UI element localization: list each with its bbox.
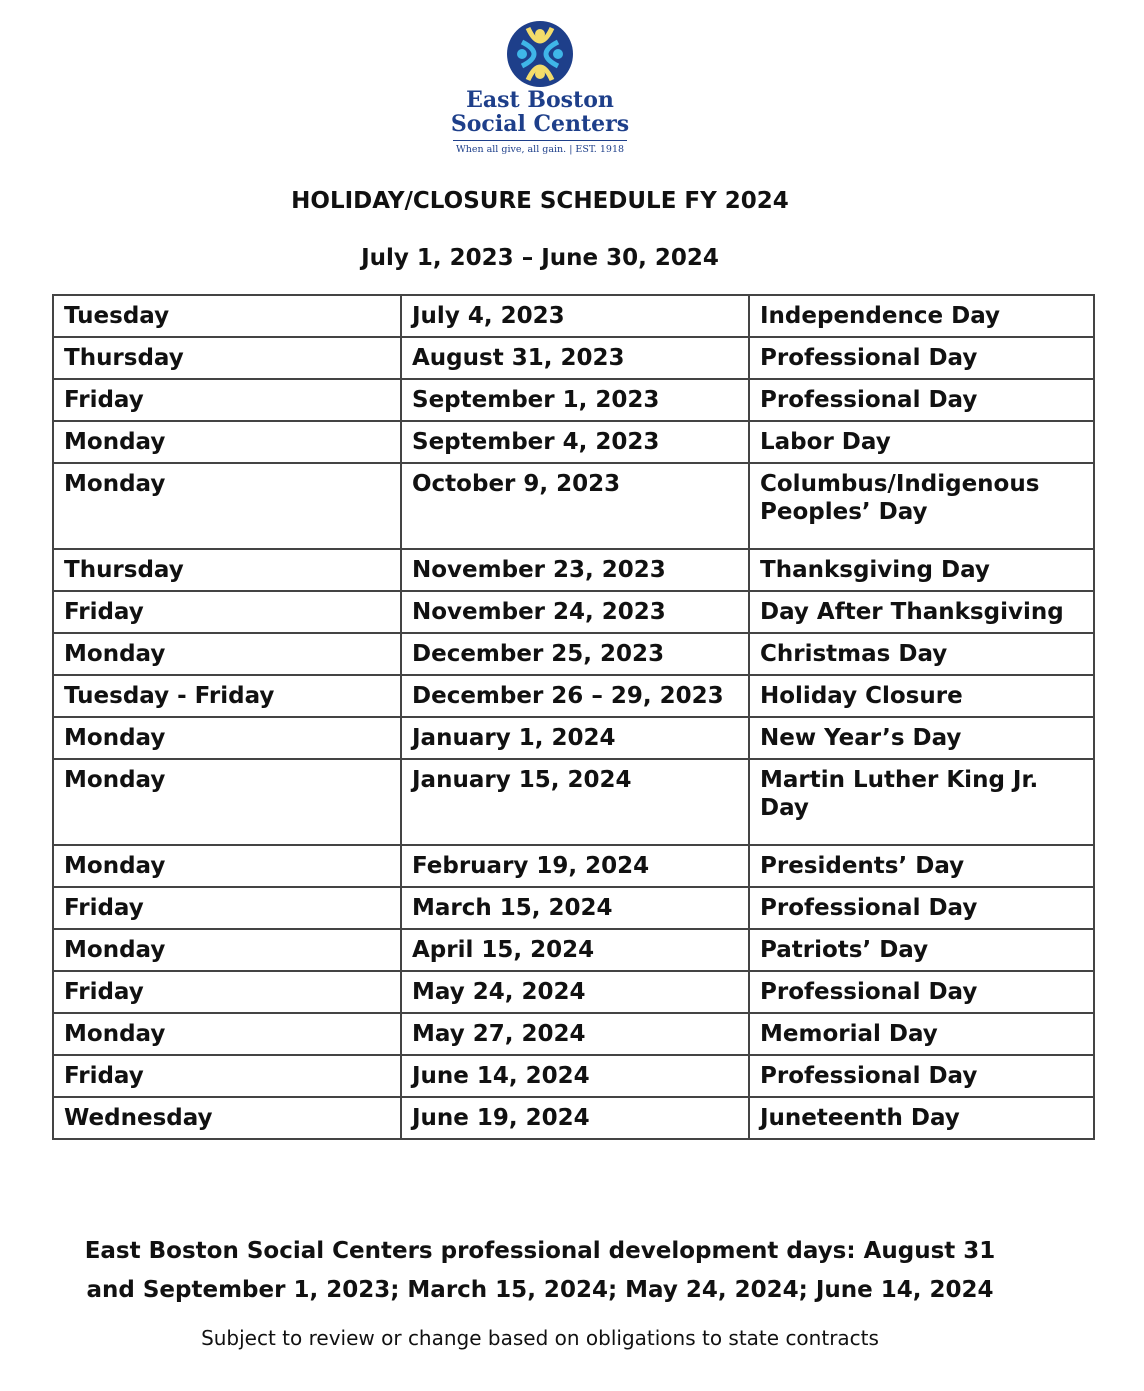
date-cell: June 19, 2024	[401, 1097, 749, 1139]
day-cell: Wednesday	[53, 1097, 401, 1139]
holiday-cell: Professional Day	[749, 379, 1094, 421]
day-cell: Monday	[53, 759, 401, 845]
table-row	[53, 1097, 1094, 1139]
day-cell: Monday	[53, 1013, 401, 1055]
day-cell: Friday	[53, 971, 401, 1013]
professional-days-note: East Boston Social Centers professional development days: August 31 and September 1, 2023; March 15, 2024; May 24, 2024; June 14, 2024	[84, 1238, 996, 1303]
date-cell: November 23, 2023	[401, 549, 749, 591]
holiday-cell: Columbus/Indigenous Peoples’ Day	[749, 463, 1094, 549]
table-row	[53, 759, 1094, 845]
holiday-cell: Martin Luther King Jr. Day	[749, 759, 1094, 845]
logo-tagline: When all give, all gain. | EST. 1918	[455, 144, 625, 155]
table-row	[53, 1055, 1094, 1097]
date-cell: May 27, 2024	[401, 1013, 749, 1055]
day-cell: Friday	[53, 591, 401, 633]
day-cell: Tuesday - Friday	[53, 675, 401, 717]
date-cell: June 14, 2024	[401, 1055, 749, 1097]
day-cell: Monday	[53, 463, 401, 549]
date-cell: July 4, 2023	[401, 295, 749, 337]
table-row	[53, 887, 1094, 929]
table-row	[53, 295, 1094, 337]
disclaimer: Subject to review or change based on obligations to state contracts	[201, 1326, 879, 1350]
logo-emblem-icon	[506, 20, 574, 88]
date-cell: August 31, 2023	[401, 337, 749, 379]
day-cell: Monday	[53, 717, 401, 759]
holiday-cell: Professional Day	[749, 1055, 1094, 1097]
date-cell: March 15, 2024	[401, 887, 749, 929]
day-cell: Friday	[53, 1055, 401, 1097]
table-row	[53, 633, 1094, 675]
holiday-cell: Labor Day	[749, 421, 1094, 463]
date-cell: January 1, 2024	[401, 717, 749, 759]
date-cell: December 26 – 29, 2023	[401, 675, 749, 717]
table-row	[53, 421, 1094, 463]
holiday-cell: Professional Day	[749, 337, 1094, 379]
day-cell: Monday	[53, 633, 401, 675]
table-row	[53, 675, 1094, 717]
day-cell: Friday	[53, 887, 401, 929]
logo-name-line1: East Boston	[466, 87, 614, 113]
day-cell: Monday	[53, 845, 401, 887]
date-cell: January 15, 2024	[401, 759, 749, 845]
date-cell: December 25, 2023	[401, 633, 749, 675]
holiday-cell: Christmas Day	[749, 633, 1094, 675]
holiday-cell: Thanksgiving Day	[749, 549, 1094, 591]
table-row	[53, 591, 1094, 633]
day-cell: Thursday	[53, 549, 401, 591]
table-row	[53, 1013, 1094, 1055]
holiday-cell: Presidents’ Day	[749, 845, 1094, 887]
table-row	[53, 929, 1094, 971]
day-cell: Monday	[53, 421, 401, 463]
table-row	[53, 971, 1094, 1013]
table-row	[53, 337, 1094, 379]
holiday-cell: Professional Day	[749, 971, 1094, 1013]
table-row	[53, 549, 1094, 591]
table-row	[53, 463, 1094, 549]
date-cell: November 24, 2023	[401, 591, 749, 633]
holiday-cell: Day After Thanksgiving	[749, 591, 1094, 633]
date-cell: February 19, 2024	[401, 845, 749, 887]
logo-name-line2: Social Centers	[450, 111, 630, 137]
date-cell: October 9, 2023	[401, 463, 749, 549]
date-cell: September 4, 2023	[401, 421, 749, 463]
organization-logo	[440, 20, 640, 155]
date-cell: April 15, 2024	[401, 929, 749, 971]
day-cell: Tuesday	[53, 295, 401, 337]
table-row	[53, 845, 1094, 887]
logo-divider	[453, 140, 627, 141]
day-cell: Thursday	[53, 337, 401, 379]
holiday-table	[52, 294, 1095, 1140]
day-cell: Friday	[53, 379, 401, 421]
holiday-cell: Holiday Closure	[749, 675, 1094, 717]
date-cell: September 1, 2023	[401, 379, 749, 421]
page-title: HOLIDAY/CLOSURE SCHEDULE FY 2024	[291, 188, 789, 214]
table-row	[53, 717, 1094, 759]
holiday-cell: Patriots’ Day	[749, 929, 1094, 971]
holiday-cell: Memorial Day	[749, 1013, 1094, 1055]
date-range: July 1, 2023 – June 30, 2024	[361, 245, 719, 271]
holiday-cell: Independence Day	[749, 295, 1094, 337]
date-cell: May 24, 2024	[401, 971, 749, 1013]
holiday-cell: Professional Day	[749, 887, 1094, 929]
table-row	[53, 379, 1094, 421]
holiday-cell: Juneteenth Day	[749, 1097, 1094, 1139]
holiday-cell: New Year’s Day	[749, 717, 1094, 759]
day-cell: Monday	[53, 929, 401, 971]
